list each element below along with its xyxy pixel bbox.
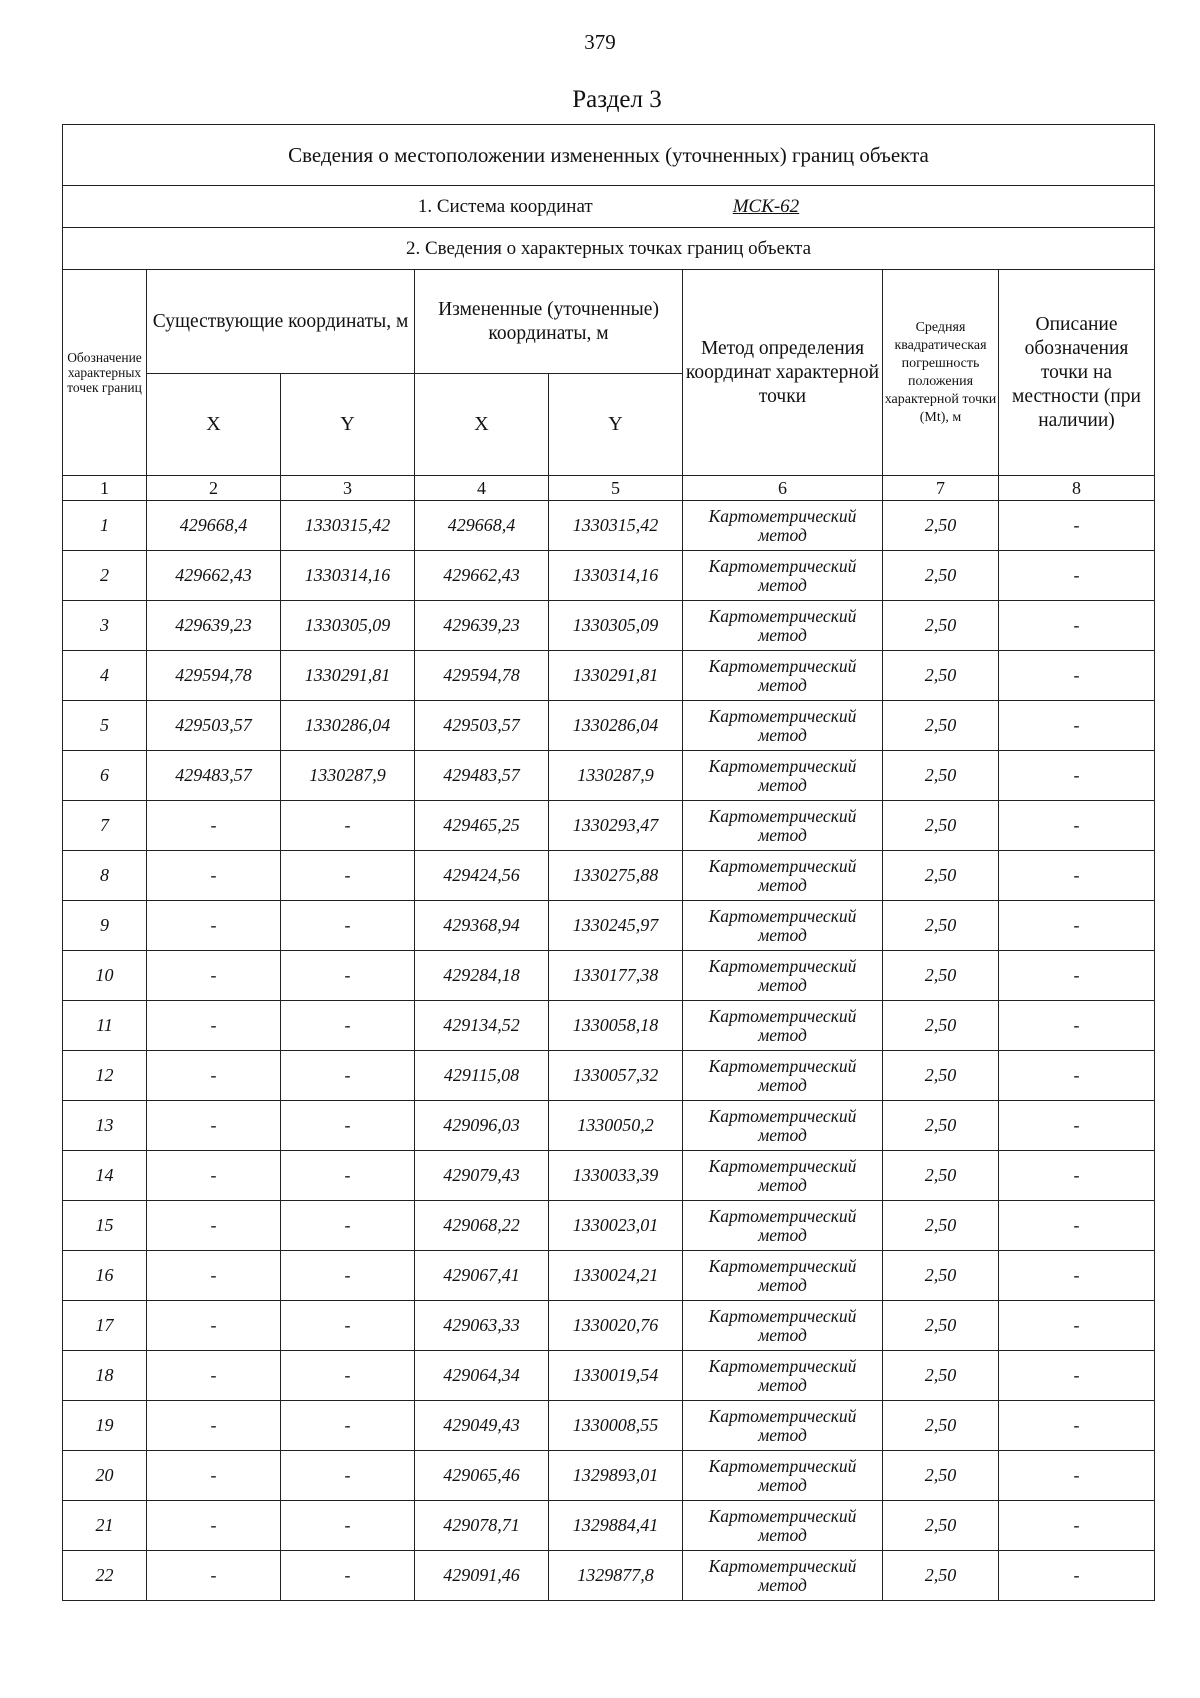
method: Картометрический метод xyxy=(683,651,883,701)
changed-y: 1330314,16 xyxy=(549,551,683,601)
page-number: 379 xyxy=(584,30,616,54)
changed-x: 429424,56 xyxy=(415,851,549,901)
method: Картометрический метод xyxy=(683,1051,883,1101)
accuracy-mt: 2,50 xyxy=(883,951,999,1001)
changed-y: 1330024,21 xyxy=(549,1251,683,1301)
existing-x: - xyxy=(147,1001,281,1051)
point-description: - xyxy=(999,1251,1155,1301)
changed-x: 429284,18 xyxy=(415,951,549,1001)
accuracy-mt: 2,50 xyxy=(883,701,999,751)
point-number: 15 xyxy=(63,1201,147,1251)
existing-x: 429639,23 xyxy=(147,601,281,651)
header-changed-x: X xyxy=(415,374,549,476)
method: Картометрический метод xyxy=(683,1501,883,1551)
point-description: - xyxy=(999,1551,1155,1601)
existing-x: - xyxy=(147,1351,281,1401)
changed-y: 1330019,54 xyxy=(549,1351,683,1401)
accuracy-mt: 2,50 xyxy=(883,901,999,951)
changed-x: 429134,52 xyxy=(415,1001,549,1051)
column-number: 5 xyxy=(549,476,683,501)
changed-x: 429115,08 xyxy=(415,1051,549,1101)
method: Картометрический метод xyxy=(683,901,883,951)
changed-x: 429368,94 xyxy=(415,901,549,951)
table-row xyxy=(63,651,1155,701)
changed-x: 429096,03 xyxy=(415,1101,549,1151)
header-point-designation: Обозначение характерных точек границ xyxy=(63,270,147,476)
point-number: 6 xyxy=(63,751,147,801)
changed-x: 429063,33 xyxy=(415,1301,549,1351)
point-number: 22 xyxy=(63,1551,147,1601)
existing-x: - xyxy=(147,1151,281,1201)
point-description: - xyxy=(999,651,1155,701)
accuracy-mt: 2,50 xyxy=(883,1201,999,1251)
existing-x: - xyxy=(147,1501,281,1551)
method: Картометрический метод xyxy=(683,501,883,551)
existing-y: 1330287,9 xyxy=(281,751,415,801)
existing-x: - xyxy=(147,801,281,851)
accuracy-mt: 2,50 xyxy=(883,501,999,551)
accuracy-mt: 2,50 xyxy=(883,751,999,801)
column-number: 8 xyxy=(999,476,1155,501)
changed-x: 429503,57 xyxy=(415,701,549,751)
changed-x: 429594,78 xyxy=(415,651,549,701)
existing-y: 1330286,04 xyxy=(281,701,415,751)
changed-y: 1330293,47 xyxy=(549,801,683,851)
existing-x: - xyxy=(147,1101,281,1151)
existing-y: - xyxy=(281,1201,415,1251)
changed-y: 1330291,81 xyxy=(549,651,683,701)
table-row xyxy=(63,1351,1155,1401)
header-changed-coords: Измененные (уточненные) координаты, м xyxy=(415,270,683,374)
existing-x: - xyxy=(147,1551,281,1601)
existing-y: - xyxy=(281,851,415,901)
existing-y: 1330305,09 xyxy=(281,601,415,651)
point-number: 3 xyxy=(63,601,147,651)
table-row xyxy=(63,751,1155,801)
changed-y: 1329893,01 xyxy=(549,1451,683,1501)
existing-y: 1330315,42 xyxy=(281,501,415,551)
changed-y: 1330057,32 xyxy=(549,1051,683,1101)
table-row xyxy=(63,1251,1155,1301)
existing-x: - xyxy=(147,951,281,1001)
column-number: 7 xyxy=(883,476,999,501)
coord-system-value: МСК-62 xyxy=(732,195,800,217)
method: Картометрический метод xyxy=(683,1351,883,1401)
point-number: 21 xyxy=(63,1501,147,1551)
changed-y: 1330245,97 xyxy=(549,901,683,951)
method: Картометрический метод xyxy=(683,701,883,751)
changed-x: 429065,46 xyxy=(415,1451,549,1501)
accuracy-mt: 2,50 xyxy=(883,1001,999,1051)
accuracy-mt: 2,50 xyxy=(883,1501,999,1551)
coord-system-label: 1. Система координат xyxy=(417,195,593,217)
coordinate-system xyxy=(63,186,1155,228)
point-number: 10 xyxy=(63,951,147,1001)
table-row xyxy=(63,1401,1155,1451)
changed-x: 429067,41 xyxy=(415,1251,549,1301)
existing-x: - xyxy=(147,1051,281,1101)
existing-y: - xyxy=(281,1501,415,1551)
changed-x: 429662,43 xyxy=(415,551,549,601)
accuracy-mt: 2,50 xyxy=(883,1551,999,1601)
table-row xyxy=(63,1301,1155,1351)
table-row xyxy=(63,1501,1155,1551)
point-description: - xyxy=(999,601,1155,651)
column-number: 1 xyxy=(63,476,147,501)
point-number: 7 xyxy=(63,801,147,851)
header-changed-y: Y xyxy=(549,374,683,476)
existing-y: - xyxy=(281,951,415,1001)
existing-x: 429668,4 xyxy=(147,501,281,551)
method: Картометрический метод xyxy=(683,1451,883,1501)
point-number: 18 xyxy=(63,1351,147,1401)
method: Картометрический метод xyxy=(683,1251,883,1301)
column-number: 3 xyxy=(281,476,415,501)
method: Картометрический метод xyxy=(683,551,883,601)
existing-y: - xyxy=(281,801,415,851)
existing-x: - xyxy=(147,1251,281,1301)
changed-x: 429079,43 xyxy=(415,1151,549,1201)
method: Картометрический метод xyxy=(683,1101,883,1151)
changed-x: 429483,57 xyxy=(415,751,549,801)
table-row xyxy=(63,851,1155,901)
accuracy-mt: 2,50 xyxy=(883,801,999,851)
header-accuracy: Средняя квадратическая погрешность положения характерной точки (Mt), м xyxy=(883,270,999,476)
existing-x: - xyxy=(147,1201,281,1251)
existing-y: - xyxy=(281,1551,415,1601)
table-row xyxy=(63,1001,1155,1051)
changed-y: 1330275,88 xyxy=(549,851,683,901)
point-description: - xyxy=(999,1501,1155,1551)
changed-x: 429078,71 xyxy=(415,1501,549,1551)
changed-x: 429049,43 xyxy=(415,1401,549,1451)
point-description: - xyxy=(999,851,1155,901)
accuracy-mt: 2,50 xyxy=(883,1401,999,1451)
existing-y: - xyxy=(281,1101,415,1151)
changed-y: 1330287,9 xyxy=(549,751,683,801)
point-description: - xyxy=(999,501,1155,551)
boundary-points-table xyxy=(62,124,1155,1601)
existing-y: 1330314,16 xyxy=(281,551,415,601)
method: Картометрический метод xyxy=(683,751,883,801)
point-number: 4 xyxy=(63,651,147,701)
changed-y: 1330033,39 xyxy=(549,1151,683,1201)
point-description: - xyxy=(999,1101,1155,1151)
point-description: - xyxy=(999,751,1155,801)
method: Картометрический метод xyxy=(683,1151,883,1201)
point-number: 14 xyxy=(63,1151,147,1201)
existing-y: - xyxy=(281,1051,415,1101)
table-row xyxy=(63,951,1155,1001)
column-number: 4 xyxy=(415,476,549,501)
table-row xyxy=(63,801,1155,851)
changed-y: 1330020,76 xyxy=(549,1301,683,1351)
existing-y: - xyxy=(281,1251,415,1301)
accuracy-mt: 2,50 xyxy=(883,601,999,651)
method: Картометрический метод xyxy=(683,1001,883,1051)
point-number: 13 xyxy=(63,1101,147,1151)
point-number: 17 xyxy=(63,1301,147,1351)
point-description: - xyxy=(999,1051,1155,1101)
changed-y: 1329877,8 xyxy=(549,1551,683,1601)
existing-x: - xyxy=(147,1451,281,1501)
table-row xyxy=(63,901,1155,951)
point-description: - xyxy=(999,1351,1155,1401)
method: Картометрический метод xyxy=(683,601,883,651)
header-existing-coords: Существующие координаты, м xyxy=(147,270,415,374)
point-description: - xyxy=(999,901,1155,951)
table-row xyxy=(63,501,1155,551)
column-number: 2 xyxy=(147,476,281,501)
section-title: Раздел 3 xyxy=(572,86,662,113)
point-number: 9 xyxy=(63,901,147,951)
point-number: 5 xyxy=(63,701,147,751)
method: Картометрический метод xyxy=(683,851,883,901)
changed-y: 1330023,01 xyxy=(549,1201,683,1251)
point-number: 2 xyxy=(63,551,147,601)
changed-x: 429465,25 xyxy=(415,801,549,851)
table-row xyxy=(63,1051,1155,1101)
point-description: - xyxy=(999,801,1155,851)
existing-y: - xyxy=(281,1351,415,1401)
point-description: - xyxy=(999,701,1155,751)
point-number: 1 xyxy=(63,501,147,551)
existing-y: - xyxy=(281,1151,415,1201)
existing-y: - xyxy=(281,901,415,951)
method: Картометрический метод xyxy=(683,1401,883,1451)
method: Картометрический метод xyxy=(683,1551,883,1601)
point-number: 20 xyxy=(63,1451,147,1501)
existing-y: - xyxy=(281,1301,415,1351)
existing-y: - xyxy=(281,1451,415,1501)
table-row xyxy=(63,601,1155,651)
changed-x: 429091,46 xyxy=(415,1551,549,1601)
changed-x: 429639,23 xyxy=(415,601,549,651)
changed-x: 429668,4 xyxy=(415,501,549,551)
accuracy-mt: 2,50 xyxy=(883,1451,999,1501)
changed-x: 429064,34 xyxy=(415,1351,549,1401)
existing-x: 429594,78 xyxy=(147,651,281,701)
point-number: 16 xyxy=(63,1251,147,1301)
changed-y: 1330050,2 xyxy=(549,1101,683,1151)
accuracy-mt: 2,50 xyxy=(883,551,999,601)
existing-y: - xyxy=(281,1401,415,1451)
point-number: 11 xyxy=(63,1001,147,1051)
table-row xyxy=(63,701,1155,751)
point-description: - xyxy=(999,1301,1155,1351)
point-description: - xyxy=(999,1401,1155,1451)
existing-x: - xyxy=(147,1301,281,1351)
changed-y: 1330305,09 xyxy=(549,601,683,651)
point-description: - xyxy=(999,1201,1155,1251)
table-row xyxy=(63,551,1155,601)
accuracy-mt: 2,50 xyxy=(883,1351,999,1401)
table-row xyxy=(63,1551,1155,1601)
header-existing-y: Y xyxy=(281,374,415,476)
accuracy-mt: 2,50 xyxy=(883,1301,999,1351)
changed-y: 1330286,04 xyxy=(549,701,683,751)
existing-x: - xyxy=(147,901,281,951)
existing-x: 429503,57 xyxy=(147,701,281,751)
header-description: Описание обозначения точки на местности (при наличии) xyxy=(999,270,1155,476)
existing-x: 429483,57 xyxy=(147,751,281,801)
accuracy-mt: 2,50 xyxy=(883,1151,999,1201)
point-description: - xyxy=(999,951,1155,1001)
changed-y: 1329884,41 xyxy=(549,1501,683,1551)
point-number: 19 xyxy=(63,1401,147,1451)
changed-y: 1330058,18 xyxy=(549,1001,683,1051)
point-description: - xyxy=(999,1001,1155,1051)
method: Картометрический метод xyxy=(683,801,883,851)
accuracy-mt: 2,50 xyxy=(883,1051,999,1101)
point-description: - xyxy=(999,1451,1155,1501)
point-number: 8 xyxy=(63,851,147,901)
existing-x: 429662,43 xyxy=(147,551,281,601)
accuracy-mt: 2,50 xyxy=(883,651,999,701)
table-title: Сведения о местоположении измененных (уточненных) границ объекта xyxy=(63,125,1155,186)
method: Картометрический метод xyxy=(683,1201,883,1251)
header-method: Метод определения координат характерной точки xyxy=(683,270,883,476)
method: Картометрический метод xyxy=(683,951,883,1001)
point-description: - xyxy=(999,551,1155,601)
table-row xyxy=(63,1101,1155,1151)
point-number: 12 xyxy=(63,1051,147,1101)
existing-x: - xyxy=(147,1401,281,1451)
accuracy-mt: 2,50 xyxy=(883,851,999,901)
header-existing-x: X xyxy=(147,374,281,476)
column-number: 6 xyxy=(683,476,883,501)
accuracy-mt: 2,50 xyxy=(883,1251,999,1301)
existing-x: - xyxy=(147,851,281,901)
accuracy-mt: 2,50 xyxy=(883,1101,999,1151)
points-heading: 2. Сведения о характерных точках границ объекта xyxy=(63,228,1155,270)
table-row xyxy=(63,1151,1155,1201)
method: Картометрический метод xyxy=(683,1301,883,1351)
table-row xyxy=(63,1201,1155,1251)
existing-y: 1330291,81 xyxy=(281,651,415,701)
changed-y: 1330315,42 xyxy=(549,501,683,551)
table-row xyxy=(63,1451,1155,1501)
changed-x: 429068,22 xyxy=(415,1201,549,1251)
point-description: - xyxy=(999,1151,1155,1201)
existing-y: - xyxy=(281,1001,415,1051)
changed-y: 1330008,55 xyxy=(549,1401,683,1451)
changed-y: 1330177,38 xyxy=(549,951,683,1001)
